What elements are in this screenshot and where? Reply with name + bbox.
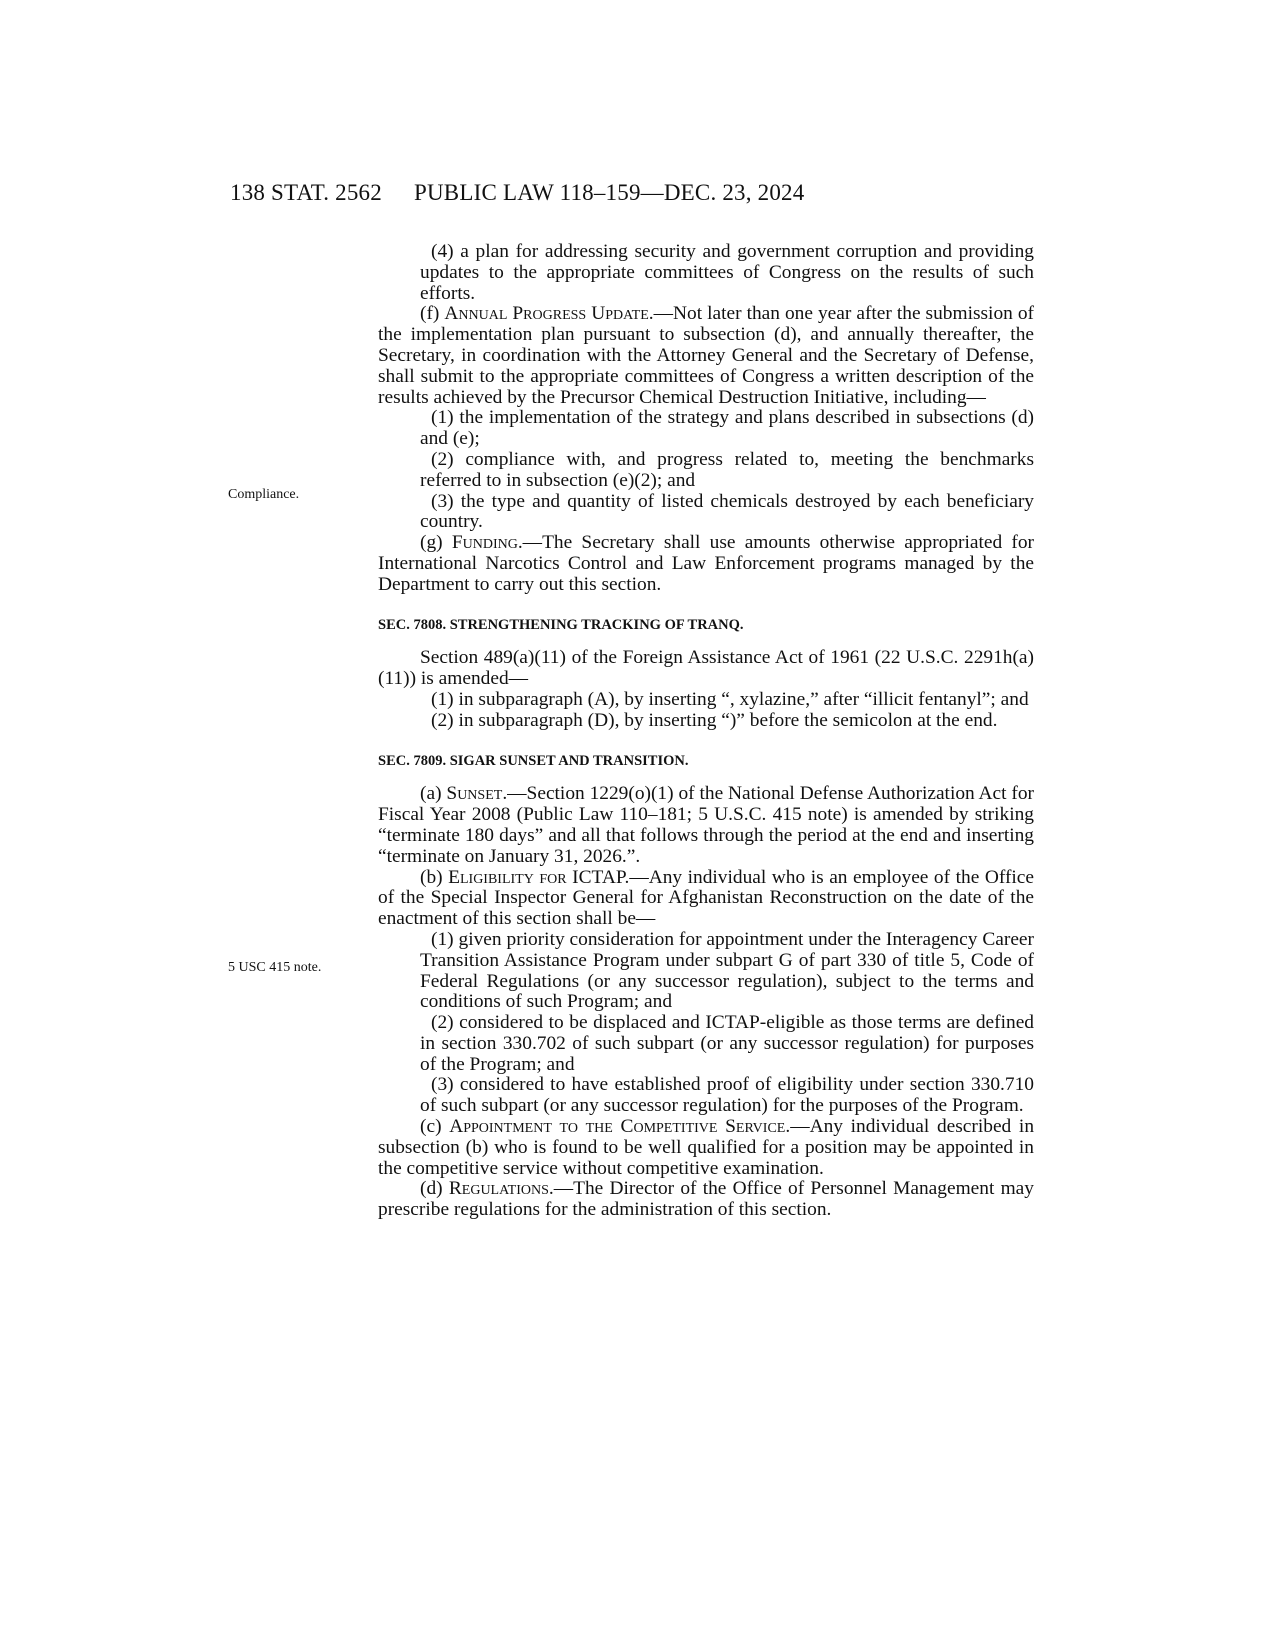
subsection-g-lead: (g) [420, 532, 452, 554]
document-body [378, 242, 1034, 1221]
subsection-d-text: .—The Director of the Office of Personnel Management may prescribe regulations for the administration of this section. [378, 1178, 1034, 1221]
margin-note-usc: 5 USC 415 note. [228, 960, 322, 975]
subsection-c-lead: (c) [420, 1116, 450, 1138]
section-7809-heading: SEC. 7809. SIGAR SUNSET AND TRANSITION. [378, 752, 689, 769]
subsection-d [378, 1179, 1034, 1221]
subsection-b [378, 868, 1034, 930]
subsection-b-heading: Eligibility for [448, 866, 567, 888]
subsection-b-lead: (b) [420, 866, 449, 888]
subsection-b-heading-acronym: ICTAP [566, 866, 625, 888]
public-law-title: PUBLIC LAW 118–159—DEC. 23, 2024 [414, 180, 805, 205]
subsection-a-text: .—Section 1229(o)(1) of the National Defense Authorization Act for Fiscal Year 2008 (Public Law 110–181; 5 U.S.C. 415 note) is amended by striking “terminate 180 days” and all that follows through the period at the end and inserting “terminate on January 31, 2026.”. [378, 783, 1035, 867]
paragraph-e4: (4) a plan for addressing security and government corruption and providing updates to the appropriate committees of Congress on the results of such efforts. [420, 241, 1034, 304]
subsection-a-lead: (a) [420, 783, 447, 805]
subsection-c-text: .—Any individual described in subsection (b) who is found to be well qualified for a position may be appointed in the competitive service without competitive examination. [378, 1116, 1035, 1179]
subsection-d-lead: (d) [420, 1178, 449, 1200]
paragraph-f2: (2) compliance with, and progress related to, meeting the benchmarks referred to in subsection (e)(2); and [420, 448, 1034, 491]
subsection-f-lead: (f) [420, 303, 445, 325]
paragraph-7808-2: (2) in subparagraph (D), by inserting “)” before the semicolon at the end. [431, 709, 998, 731]
subsection-g [378, 533, 1034, 595]
paragraph-f1: (1) the implementation of the strategy and plans described in subsections (d) and (e); [420, 407, 1034, 450]
subsection-g-heading: Funding [451, 532, 518, 554]
paragraph-f3: (3) the type and quantity of listed chemicals destroyed by each beneficiary country. [420, 490, 1034, 533]
section-7808-intro: Section 489(a)(11) of the Foreign Assistance Act of 1961 (22 U.S.C. 2291h(a)(11)) is amended— [378, 647, 1034, 690]
statute-page-number: 138 STAT. 2562 [230, 180, 382, 205]
subsection-f-text: .—Not later than one year after the submission of the implementation plan pursuant to subsection (d), and annually thereafter, the Secretary, in coordination with the Attorney General and the Secretary of Defense, shall submit to the appropriate committees of Congress a written description of the results achieved by the Precursor Chemical Destruction Initiative, including— [378, 303, 1034, 408]
paragraph-b3: (3) considered to have established proof of eligibility under section 330.710 of such subpart (or any successor regulation) for the purposes of the Program. [420, 1074, 1034, 1117]
subsection-a-heading: Sunset [446, 783, 503, 805]
subsection-a [378, 784, 1034, 867]
paragraph-7808-1: (1) in subparagraph (A), by inserting “, xylazine,” after “illicit fentanyl”; and [431, 688, 1029, 710]
subsection-d-heading: Regulations [448, 1178, 549, 1200]
section-7808-heading: SEC. 7808. STRENGTHENING TRACKING OF TRANQ. [378, 616, 744, 633]
subsection-f-heading: Annual Progress Update [444, 303, 649, 325]
paragraph-b1: (1) given priority consideration for appointment under the Interagency Career Transition Assistance Program under subpart G of part 330 of title 5, Code of Federal Regulations (or any successor regulation), subject to the terms and conditions of such Program; and [420, 928, 1034, 1013]
subsection-b-text: .—Any individual who is an employee of the Office of the Special Inspector General for Afghanistan Reconstruction on the date of the enactment of this section shall be— [378, 866, 1034, 930]
paragraph-b2: (2) considered to be displaced and ICTAP-eligible as those terms are defined in section 330.702 of such subpart (or any successor regulation) for purposes of the Program; and [420, 1012, 1034, 1075]
subsection-g-text: .—The Secretary shall use amounts otherwise appropriated for International Narcotics Control and Law Enforcement programs managed by the Department to carry out this section. [378, 532, 1035, 595]
margin-note-compliance: Compliance. [228, 487, 300, 502]
subsection-c [378, 1117, 1034, 1179]
subsection-f [378, 304, 1034, 408]
subsection-c-heading: Appointment to the Competitive Service [449, 1116, 786, 1138]
